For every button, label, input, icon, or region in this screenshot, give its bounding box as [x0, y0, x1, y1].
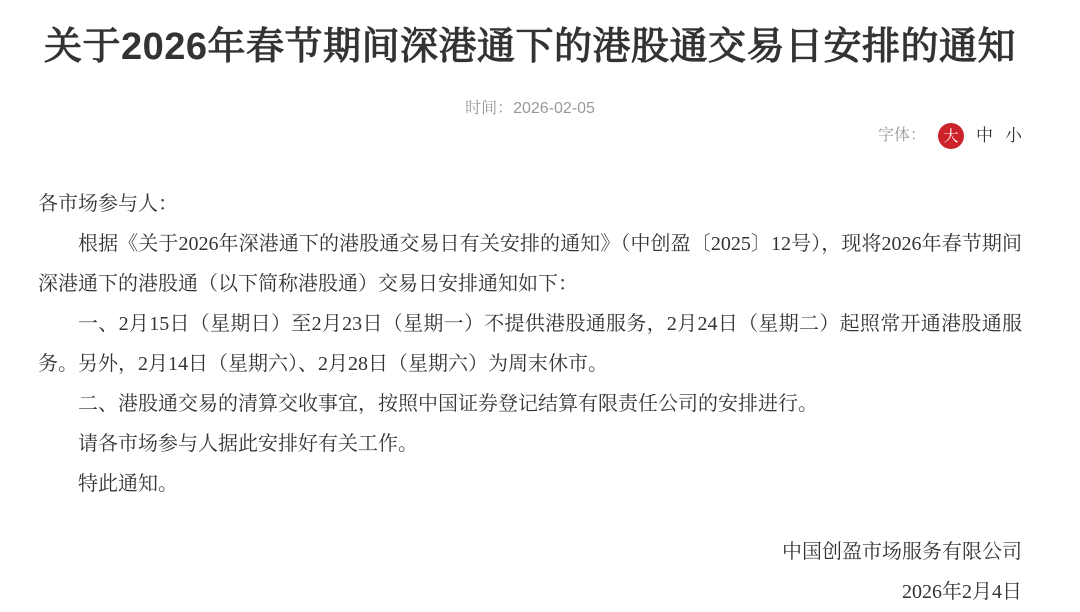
signature-company: 中国创盈市场服务有限公司	[782, 541, 1022, 563]
font-size-small-button[interactable]: 小	[1005, 126, 1022, 145]
paragraph-closing: 特此通知。	[78, 473, 178, 495]
time-label: 时间：	[465, 100, 514, 117]
paragraph-basis: 根据《关于2026年深港通下的港股通交易日有关安排的通知》（中创盈〔2025〕12号），现将2026年春节期间深港通下的港股通（以下简称港股通）交易日安排通知如下：	[38, 233, 1022, 295]
font-size-medium-button[interactable]: 中	[976, 126, 993, 145]
signature-block	[38, 532, 1022, 612]
font-size-label: 字体：	[877, 127, 926, 144]
salutation: 各市场参与人：	[38, 193, 178, 215]
font-size-large-button[interactable]: 大	[938, 123, 964, 149]
paragraph-request: 请各市场参与人据此安排好有关工作。	[78, 433, 418, 455]
notice-container	[38, 22, 1022, 612]
signature-date: 2026年2月4日	[902, 581, 1022, 603]
publish-time	[38, 98, 1022, 120]
paragraph-item-1: 一、2月15日（星期日）至2月23日（星期一）不提供港股通服务，2月24日（星期二）起照常开通港股通服务。另外，2月14日（星期六）、2月28日（星期六）为周末休市。	[38, 313, 1022, 375]
page-title: 关于2026年春节期间深港通下的港股通交易日安排的通知	[43, 26, 1017, 68]
paragraph-item-2: 二、港股通交易的清算交收事宜，按照中国证券登记结算有限责任公司的安排进行。	[78, 393, 818, 415]
notice-body	[38, 184, 1022, 504]
font-size-selector	[38, 122, 1022, 150]
time-value: 2026-02-05	[513, 100, 595, 117]
